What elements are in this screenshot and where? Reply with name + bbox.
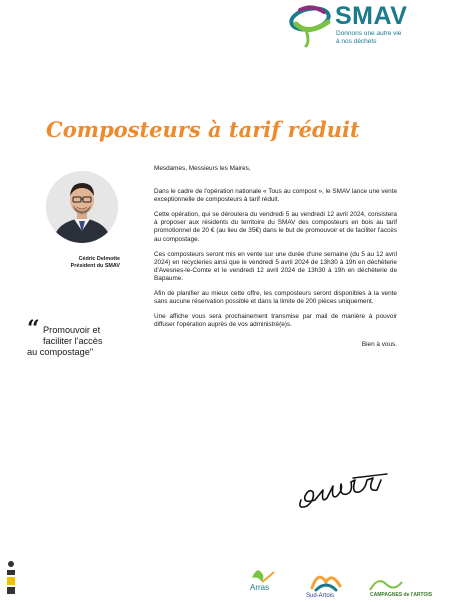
quote-line-1: Promouvoir et [43,325,101,335]
letter-paragraph-3: Ces composteurs seront mis en vente sur une durée d'une semaine (du 5 au 12 avril 2024) en recycleries ainsi que le vendredi 5 avril 2024 de 13h30 à 19h en déchèterie d'Avesnes-le-Comte et le vendredi 12 avril 2024 de 13h30 à 19h en déchèterie de Bapaume. [154,250,397,282]
quote-text [27,325,153,358]
partner2-label: Sud-Artois [306,593,335,598]
handwritten-signature [293,470,393,515]
letter-paragraph-4: Afin de planifier au mieux cette offre, les composteurs seront disponibles à la vente sans aucune réservation possible et dans la limite de 200 pièces uniquement. [154,290,397,306]
author-caption [71,256,120,270]
smav-logo [288,2,450,48]
letter-paragraph-1: Dans le cadre de l'opération nationale « Tous au compost », le SMAV lance une vente exceptionnelle de composteurs à tarif réduit. [154,188,397,204]
partner1-label: Arras [250,583,270,592]
partner3-label: CAMPAGNES de l'ARTOIS [370,592,433,598]
quote-line-2: faciliter l'accès [43,336,103,346]
side-strip [6,560,16,595]
logo-tagline-line1: Donnons une autre vie [336,30,402,37]
logo-tagline-line2: à nos déchets [336,37,377,45]
sud-artois-logo-icon [302,568,348,598]
letter-paragraph-2: Cette opération, qui se déroulera du vendredi 5 au vendredi 12 avril 2024, consistera à proposer aux résidents du territoire du SMAV des composteurs en bois au tarif promotionnel de 20 € (au lieu de 35€) dans le but de promouvoir et de faciliter l'accès au compostage. [154,211,397,243]
letter-paragraph-5: Une affiche vous sera prochainement transmise par mail de manière à pouvoir diffuser l'opération auprès de vos administré(e)s. [154,313,397,329]
smav-logo-icon [288,2,338,48]
author-portrait [46,171,118,243]
partner-logo-campagnes [368,572,434,603]
author-role: Président du SMAV [70,263,120,269]
arras-logo-icon [244,568,284,596]
letter-closing: Bien à vous. [361,341,397,349]
logo-wordmark: SMAV [335,2,408,30]
logo-tagline [336,30,401,45]
quote-line-3: au compostage" [27,347,94,357]
campagnes-logo-icon [368,572,434,598]
portrait-illustration [46,171,118,243]
recycle-badge-icon [6,560,16,595]
author-name: Cédric Delmotte [78,256,120,262]
quote-mark-icon: “ [27,316,40,342]
partner-logo-arras [244,568,284,601]
partner-logo-sud-artois [302,568,348,603]
page-title: Composteurs à tarif réduit [46,117,360,142]
letter-body [154,165,397,357]
letter-salutation: Mesdames, Messieurs les Maires, [154,165,251,172]
